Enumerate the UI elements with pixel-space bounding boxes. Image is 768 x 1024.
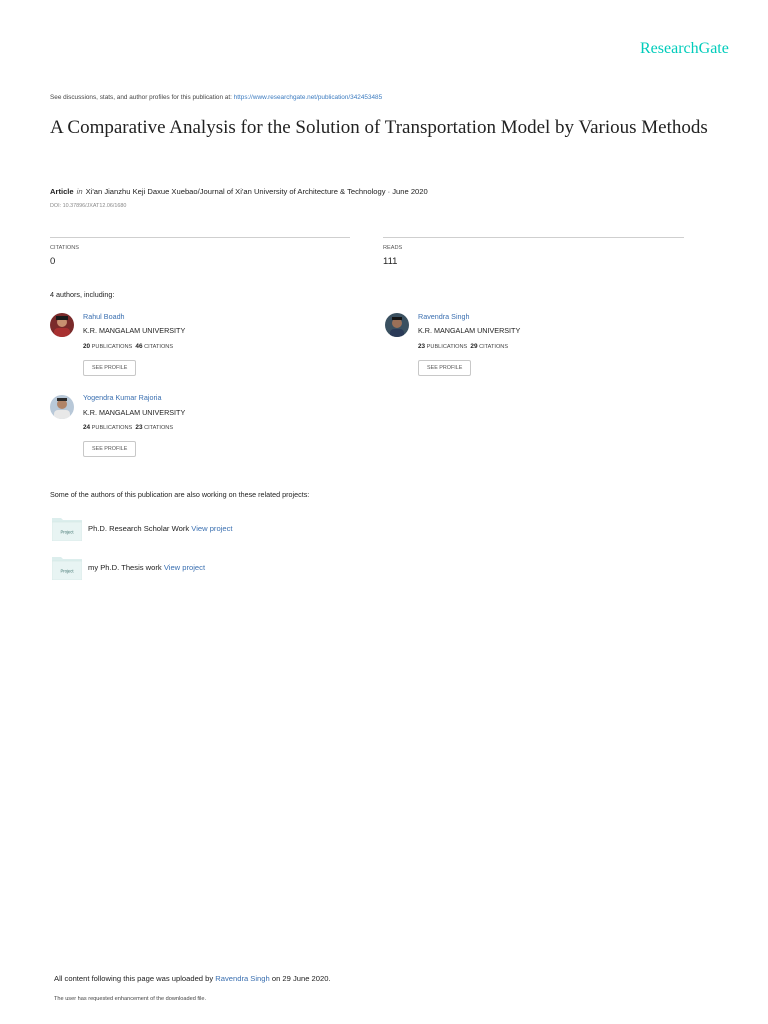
project-folder-icon [52, 517, 82, 541]
discussions-line [50, 94, 382, 101]
researchgate-logo[interactable]: ResearchGate [640, 40, 729, 57]
publications-label: PUBLICATIONS [91, 344, 133, 350]
publications-count: 24 [83, 424, 91, 431]
citations-count: 46 [135, 343, 143, 350]
view-project-link[interactable]: View project [163, 563, 206, 572]
discussions-text: See discussions, stats, and author profiles for this publication at: [50, 94, 234, 101]
see-profile-button[interactable]: SEE PROFILE [418, 360, 471, 376]
related-projects-heading: Some of the authors of this publication are also working on these related projects: [50, 490, 310, 499]
view-project-link[interactable]: View project [191, 524, 233, 533]
author-institution: K.R. MANGALAM UNIVERSITY [83, 408, 186, 417]
article-type: Article [50, 187, 74, 196]
author-avatar[interactable] [50, 395, 74, 419]
see-profile-button[interactable]: SEE PROFILE [83, 441, 136, 457]
author-institution: K.R. MANGALAM UNIVERSITY [83, 326, 186, 335]
in-label: in [76, 187, 83, 196]
upload-prefix: All content following this page was uploaded by [54, 974, 216, 983]
project-icon-label: Project [60, 568, 74, 574]
publications-label: PUBLICATIONS [91, 425, 133, 431]
author-name-link[interactable]: Yogendra Kumar Rajoria [83, 393, 162, 402]
author-institution: K.R. MANGALAM UNIVERSITY [418, 326, 521, 335]
publications-count: 23 [418, 343, 426, 350]
doi: DOI: 10.37896/JXAT12.06/1680 [50, 203, 127, 209]
reads-divider [383, 237, 684, 238]
project-item [88, 563, 205, 572]
publication-date: · June 2020 [385, 187, 428, 196]
journal-name: Xi'an Jianzhu Keji Daxue Xuebao/Journal of Xi'an University of Architecture & Technology [85, 187, 386, 196]
author-stats [83, 343, 173, 350]
upload-notice [54, 974, 331, 983]
publication-meta [50, 187, 428, 196]
enhancement-note: The user has requested enhancement of the downloaded file. [54, 996, 207, 1002]
authors-heading: 4 authors, including: [50, 290, 115, 299]
author-stats [418, 343, 508, 350]
citations-label: CITATIONS [50, 245, 80, 251]
reads-label: READS [383, 245, 403, 251]
project-name: my Ph.D. Thesis work [88, 563, 164, 572]
citations-value: 0 [50, 256, 56, 267]
citations-label: CITATIONS [479, 344, 509, 350]
see-profile-button[interactable]: SEE PROFILE [83, 360, 136, 376]
page-title: A Comparative Analysis for the Solution of Transportation Model by Various Methods [50, 117, 708, 138]
citations-count: 23 [135, 424, 143, 431]
project-item [88, 524, 233, 533]
uploader-link[interactable]: Ravendra Singh [215, 974, 270, 983]
author-name-link[interactable]: Ravendra Singh [418, 312, 470, 321]
citations-label: CITATIONS [144, 425, 174, 431]
project-name: Ph.D. Research Scholar Work [88, 524, 192, 533]
author-stats [83, 424, 173, 431]
reads-value: 111 [383, 256, 398, 267]
author-name-link[interactable]: Rahul Boadh [83, 312, 125, 321]
publications-label: PUBLICATIONS [426, 344, 468, 350]
upload-suffix: on 29 June 2020. [269, 974, 331, 983]
author-avatar[interactable] [385, 313, 409, 337]
project-folder-icon [52, 556, 82, 580]
publication-url-link[interactable]: https://www.researchgate.net/publication/342453485 [233, 94, 383, 101]
citations-count: 29 [470, 343, 478, 350]
citations-label: CITATIONS [144, 344, 174, 350]
publications-count: 20 [83, 343, 91, 350]
author-avatar[interactable] [50, 313, 74, 337]
citations-divider [50, 237, 350, 238]
project-icon-label: Project [60, 529, 74, 535]
